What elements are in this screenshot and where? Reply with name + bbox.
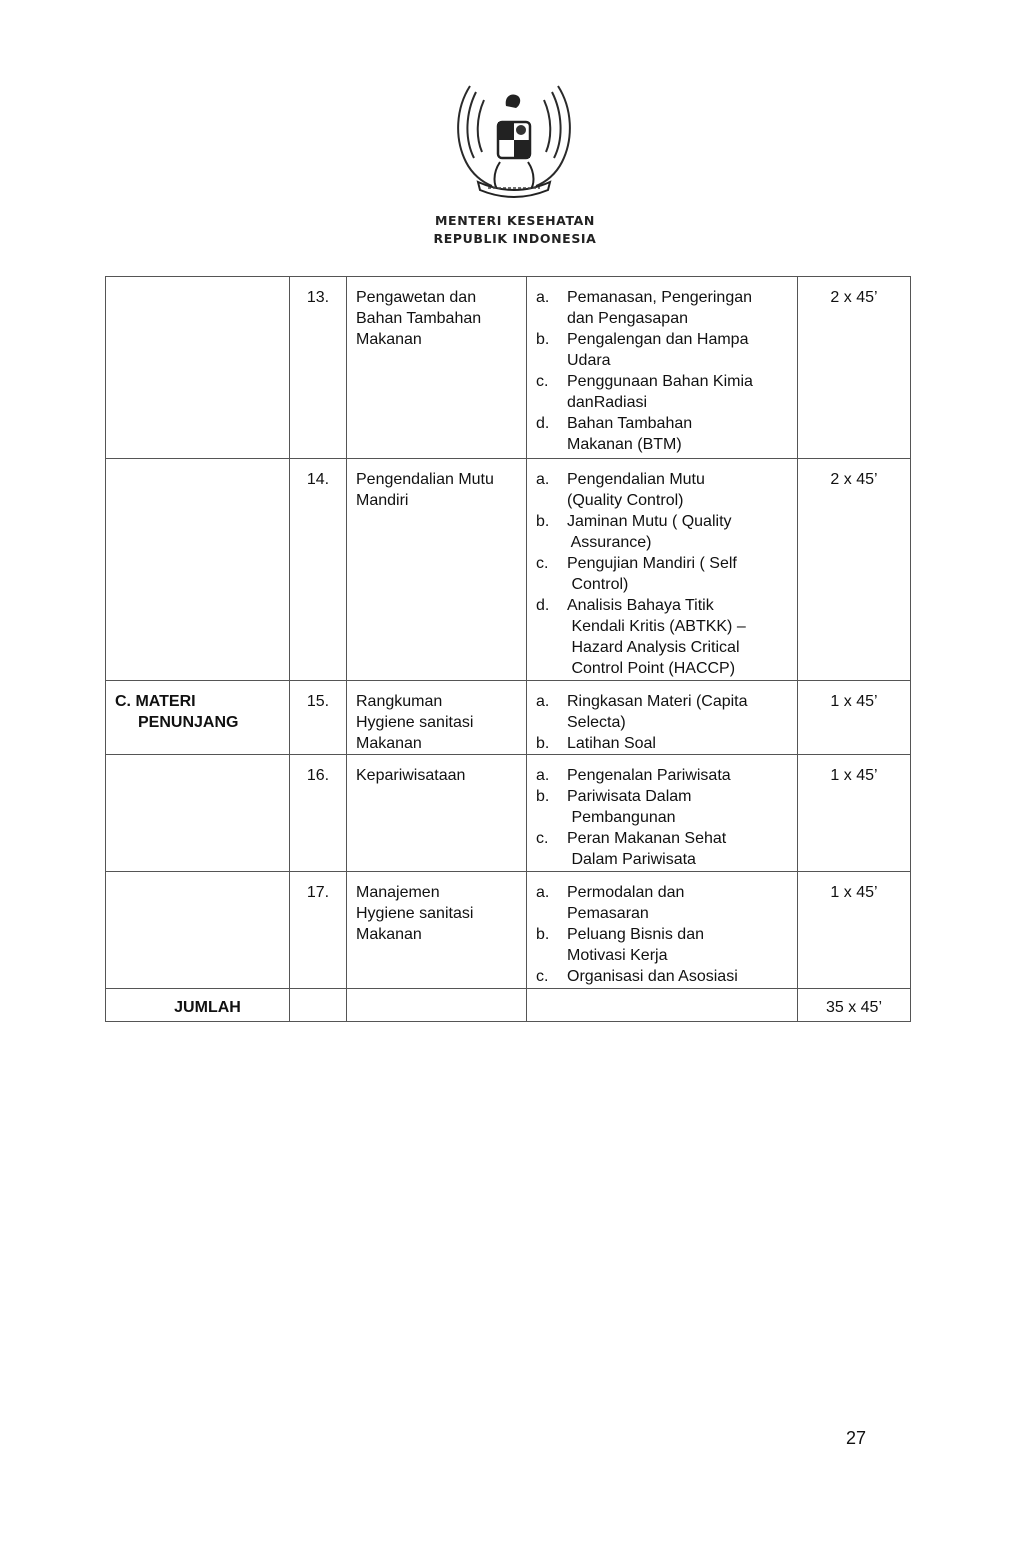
- section-cell: [106, 872, 290, 989]
- org-name-line2: REPUBLIK INDONESIA: [433, 231, 597, 246]
- subtopic-item: [536, 924, 791, 966]
- subtopic-item: [536, 828, 791, 870]
- subtopic-line: Peran Makanan Sehat: [567, 830, 727, 847]
- row-number: 17.: [290, 872, 347, 989]
- total-label: JUMLAH: [106, 989, 290, 1022]
- subtopic-line: danRadiasi: [567, 394, 648, 411]
- subtopics-cell: [527, 459, 798, 681]
- subtopic-letter: b.: [536, 331, 550, 348]
- subtopic-item: [536, 469, 791, 511]
- total-row: [106, 989, 911, 1022]
- subtopic-line: Analisis Bahaya Titik: [567, 597, 714, 614]
- subtopic-line: Pembangunan: [567, 809, 676, 826]
- subtopic-text: [567, 882, 791, 924]
- subtopic-text: [567, 553, 791, 595]
- subtopic-text: [567, 691, 791, 733]
- subtopic-line: Motivasi Kerja: [567, 947, 668, 964]
- duration-cell: 2 x 45’: [798, 277, 911, 459]
- topic-line: Hygiene sanitasi: [356, 905, 474, 922]
- subtopic-text: [567, 733, 791, 754]
- subtopic-item: [536, 553, 791, 595]
- subtopic-letter: b.: [536, 926, 550, 943]
- subtopic-text: [567, 413, 791, 455]
- duration-cell: 1 x 45’: [798, 755, 911, 872]
- subtopic-letter: a.: [536, 693, 550, 710]
- table-row: [106, 755, 911, 872]
- section-cell: [106, 755, 290, 872]
- subtopic-line: Control Point (HACCP): [567, 660, 736, 677]
- subtopic-line: Udara: [567, 352, 611, 369]
- subtopic-line: Dalam Pariwisata: [567, 851, 696, 868]
- subtopic-line: Organisasi dan Asosiasi: [567, 968, 738, 985]
- section-label-line: PENUNJANG: [138, 714, 239, 731]
- subtopic-line: Peluang Bisnis dan: [567, 926, 704, 943]
- subtopic-text: [567, 786, 791, 828]
- subtopic-letter: d.: [536, 415, 550, 432]
- topic-line: Mandiri: [356, 492, 409, 509]
- topic-cell: [347, 277, 527, 459]
- subtopic-letter: a.: [536, 289, 550, 306]
- subtopic-line: Pariwisata Dalam: [567, 788, 692, 805]
- topic-cell: [347, 755, 527, 872]
- subtopic-letter: c.: [536, 830, 549, 847]
- subtopic-line: Control): [567, 576, 629, 593]
- subtopic-line: Permodalan dan: [567, 884, 685, 901]
- subtopic-line: Kendali Kritis (ABTKK) –: [567, 618, 746, 635]
- subtopic-line: Latihan Soal: [567, 735, 656, 752]
- subtopic-item: [536, 329, 791, 371]
- subtopic-line: Penggunaan Bahan Kimia: [567, 373, 753, 390]
- subtopics-cell: [527, 277, 798, 459]
- subtopic-text: [567, 511, 791, 553]
- subtopic-item: [536, 511, 791, 553]
- subtopic-letter: a.: [536, 767, 550, 784]
- subtopic-item: [536, 413, 791, 455]
- topic-line: Rangkuman: [356, 693, 443, 710]
- subtopic-line: Pengenalan Pariwisata: [567, 767, 731, 784]
- subtopic-text: [567, 595, 791, 679]
- topic-line: Makanan: [356, 926, 422, 943]
- subtopic-item: [536, 882, 791, 924]
- subtopic-line: dan Pengasapan: [567, 310, 688, 327]
- subtopic-text: [567, 828, 791, 870]
- subtopic-item: [536, 733, 791, 754]
- duration-cell: 1 x 45’: [798, 681, 911, 755]
- subtopic-item: [536, 691, 791, 733]
- topic-line: Makanan: [356, 735, 422, 752]
- topic-cell: [347, 681, 527, 755]
- page-number: 27: [846, 1428, 867, 1448]
- subtopic-line: Ringkasan Materi (Capita: [567, 693, 748, 710]
- subtopic-text: [567, 469, 791, 511]
- subtopic-item: [536, 595, 791, 679]
- subtopic-item: [536, 786, 791, 828]
- topic-cell: [347, 872, 527, 989]
- section-cell: [106, 277, 290, 459]
- subtopic-text: [567, 924, 791, 966]
- topic-line: Manajemen: [356, 884, 440, 901]
- subtopic-letter: c.: [536, 373, 549, 390]
- duration-cell: 2 x 45’: [798, 459, 911, 681]
- subtopics-cell: [527, 755, 798, 872]
- subtopic-letter: b.: [536, 513, 550, 530]
- topic-line: Pengendalian Mutu: [356, 471, 494, 488]
- topic-line: Kepariwisataan: [356, 767, 466, 784]
- row-number: 16.: [290, 755, 347, 872]
- subtopic-letter: a.: [536, 884, 550, 901]
- duration-cell: 1 x 45’: [798, 872, 911, 989]
- subtopic-text: [567, 966, 791, 987]
- section-label-line: C. MATERI: [115, 693, 196, 710]
- subtopic-line: Bahan Tambahan: [567, 415, 693, 432]
- subtopic-letter: d.: [536, 597, 550, 614]
- subtopic-line: Pemanasan, Pengeringan: [567, 289, 753, 306]
- row-number: 13.: [290, 277, 347, 459]
- row-number: 14.: [290, 459, 347, 681]
- section-cell: [106, 681, 290, 755]
- subtopic-letter: b.: [536, 788, 550, 805]
- table-row: [106, 277, 911, 459]
- table-row: [106, 872, 911, 989]
- subtopic-line: Makanan (BTM): [567, 436, 682, 453]
- subtopic-line: Jaminan Mutu ( Quality: [567, 513, 732, 530]
- total-time: 35 x 45’: [798, 989, 911, 1022]
- subtopics-cell: [527, 681, 798, 755]
- subtopic-item: [536, 765, 791, 786]
- garuda-emblem-icon: [448, 78, 580, 206]
- table-row: [106, 681, 911, 755]
- subtopic-line: (Quality Control): [567, 492, 684, 509]
- subtopic-text: [567, 287, 791, 329]
- org-name-line1: MENTERI KESEHATAN: [435, 213, 595, 228]
- subtopic-item: [536, 287, 791, 329]
- topic-line: Makanan: [356, 331, 422, 348]
- subtopic-line: Pengujian Mandiri ( Self: [567, 555, 737, 572]
- table-row: [106, 459, 911, 681]
- row-number: 15.: [290, 681, 347, 755]
- subtopic-line: Selecta): [567, 714, 626, 731]
- topic-line: Bahan Tambahan: [356, 310, 482, 327]
- subtopic-line: Assurance): [567, 534, 652, 551]
- curriculum-table: [105, 276, 911, 1022]
- subtopic-letter: a.: [536, 471, 550, 488]
- subtopic-line: Hazard Analysis Critical: [567, 639, 740, 656]
- subtopics-cell: [527, 872, 798, 989]
- subtopic-text: [567, 329, 791, 371]
- subtopic-text: [567, 765, 791, 786]
- subtopic-letter: b.: [536, 735, 550, 752]
- subtopic-letter: c.: [536, 968, 549, 985]
- topic-cell: [347, 459, 527, 681]
- topic-line: Pengawetan dan: [356, 289, 477, 306]
- subtopic-line: Pemasaran: [567, 905, 649, 922]
- subtopic-line: Pengalengan dan Hampa: [567, 331, 749, 348]
- subtopic-letter: c.: [536, 555, 549, 572]
- subtopic-item: [536, 966, 791, 987]
- topic-line: Hygiene sanitasi: [356, 714, 474, 731]
- section-cell: [106, 459, 290, 681]
- subtopic-item: [536, 371, 791, 413]
- subtopic-line: Pengendalian Mutu: [567, 471, 705, 488]
- subtopic-text: [567, 371, 791, 413]
